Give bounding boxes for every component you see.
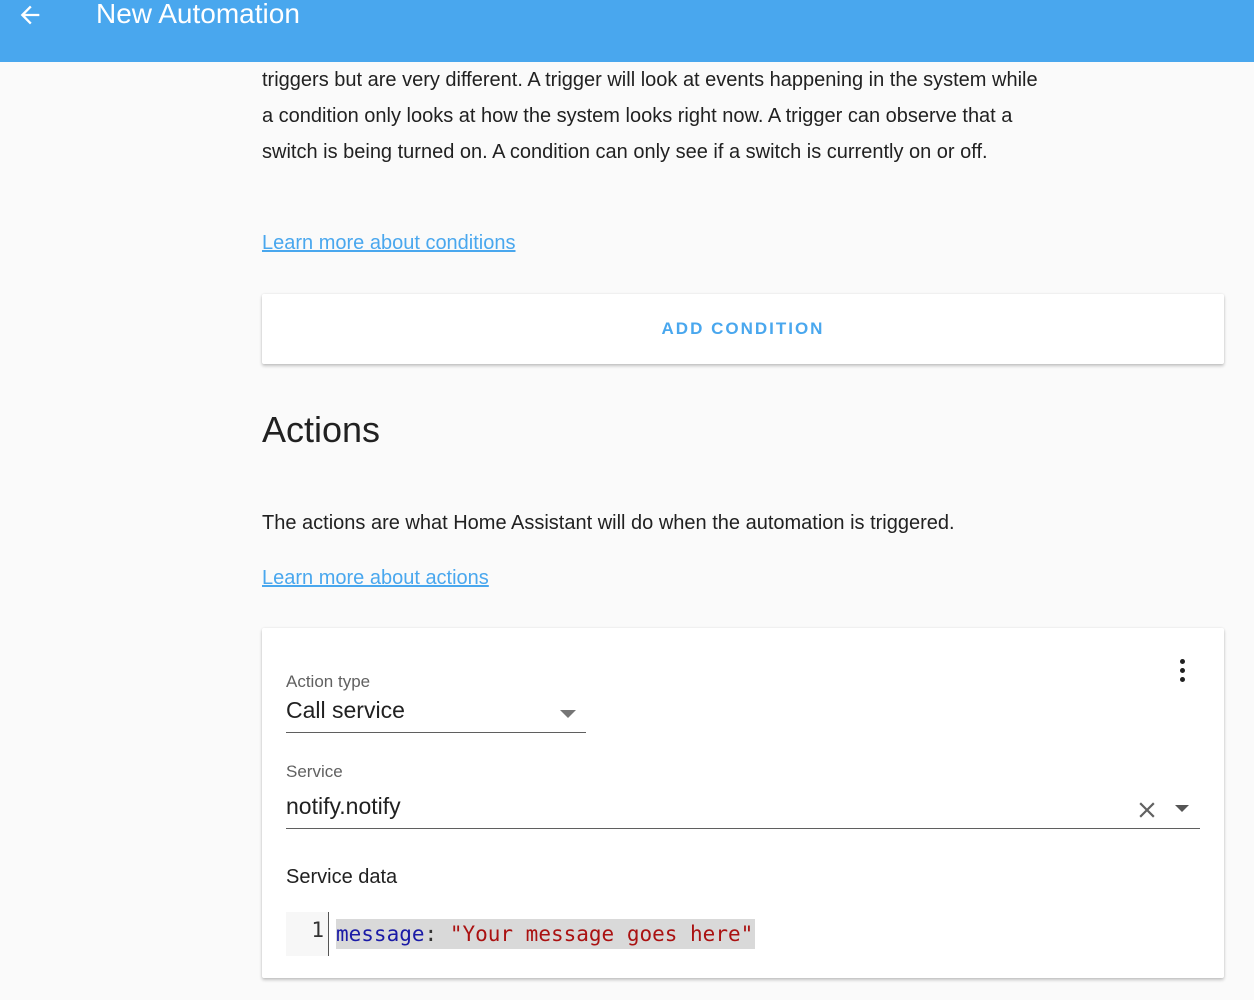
code-string: "Your message goes here" bbox=[449, 922, 754, 946]
service-dropdown-toggle[interactable] bbox=[1170, 796, 1196, 822]
caret-down-icon bbox=[1175, 805, 1189, 812]
learn-more-actions-link[interactable]: Learn more about actions bbox=[262, 567, 489, 589]
add-condition-card bbox=[262, 294, 1224, 364]
action-type-value: Call service bbox=[286, 697, 405, 723]
action-menu-button[interactable] bbox=[1168, 654, 1196, 686]
line-number: 1 bbox=[311, 918, 324, 942]
arrow-left-icon bbox=[16, 1, 44, 29]
app-header bbox=[0, 0, 1254, 62]
close-icon bbox=[1134, 797, 1160, 823]
service-data-label: Service data bbox=[286, 866, 398, 888]
service-input[interactable] bbox=[286, 788, 1106, 824]
clear-service-button[interactable] bbox=[1134, 797, 1160, 823]
actions-heading: Actions bbox=[262, 409, 381, 450]
code-separator: : bbox=[424, 922, 450, 946]
code-key: message bbox=[336, 922, 425, 946]
editor-gutter bbox=[286, 912, 329, 956]
conditions-intro-text: triggers but are very different. A trigger will look at events happening in the system while a condition only looks at how the system looks right now. A trigger can observe that a switch is being turned on. A condition can only see if a switch is currently on or off. bbox=[262, 69, 1038, 163]
action-card bbox=[262, 628, 1224, 978]
dots-vertical-icon bbox=[1180, 657, 1185, 684]
back-button[interactable] bbox=[12, 0, 48, 30]
service-field bbox=[286, 788, 1200, 829]
add-condition-button[interactable]: ADD CONDITION bbox=[661, 319, 825, 338]
action-type-dropdown[interactable] bbox=[286, 694, 586, 733]
service-label: Service bbox=[286, 762, 343, 781]
action-type-label: Action type bbox=[286, 672, 371, 691]
learn-more-conditions-link[interactable]: Learn more about conditions bbox=[262, 232, 516, 254]
service-data-editor[interactable] bbox=[286, 912, 1200, 956]
caret-down-icon bbox=[560, 710, 576, 718]
actions-description: The actions are what Home Assistant will do when the automation is triggered. bbox=[262, 512, 955, 534]
code-line[interactable] bbox=[336, 919, 755, 949]
page-title: New Automation bbox=[96, 0, 300, 29]
